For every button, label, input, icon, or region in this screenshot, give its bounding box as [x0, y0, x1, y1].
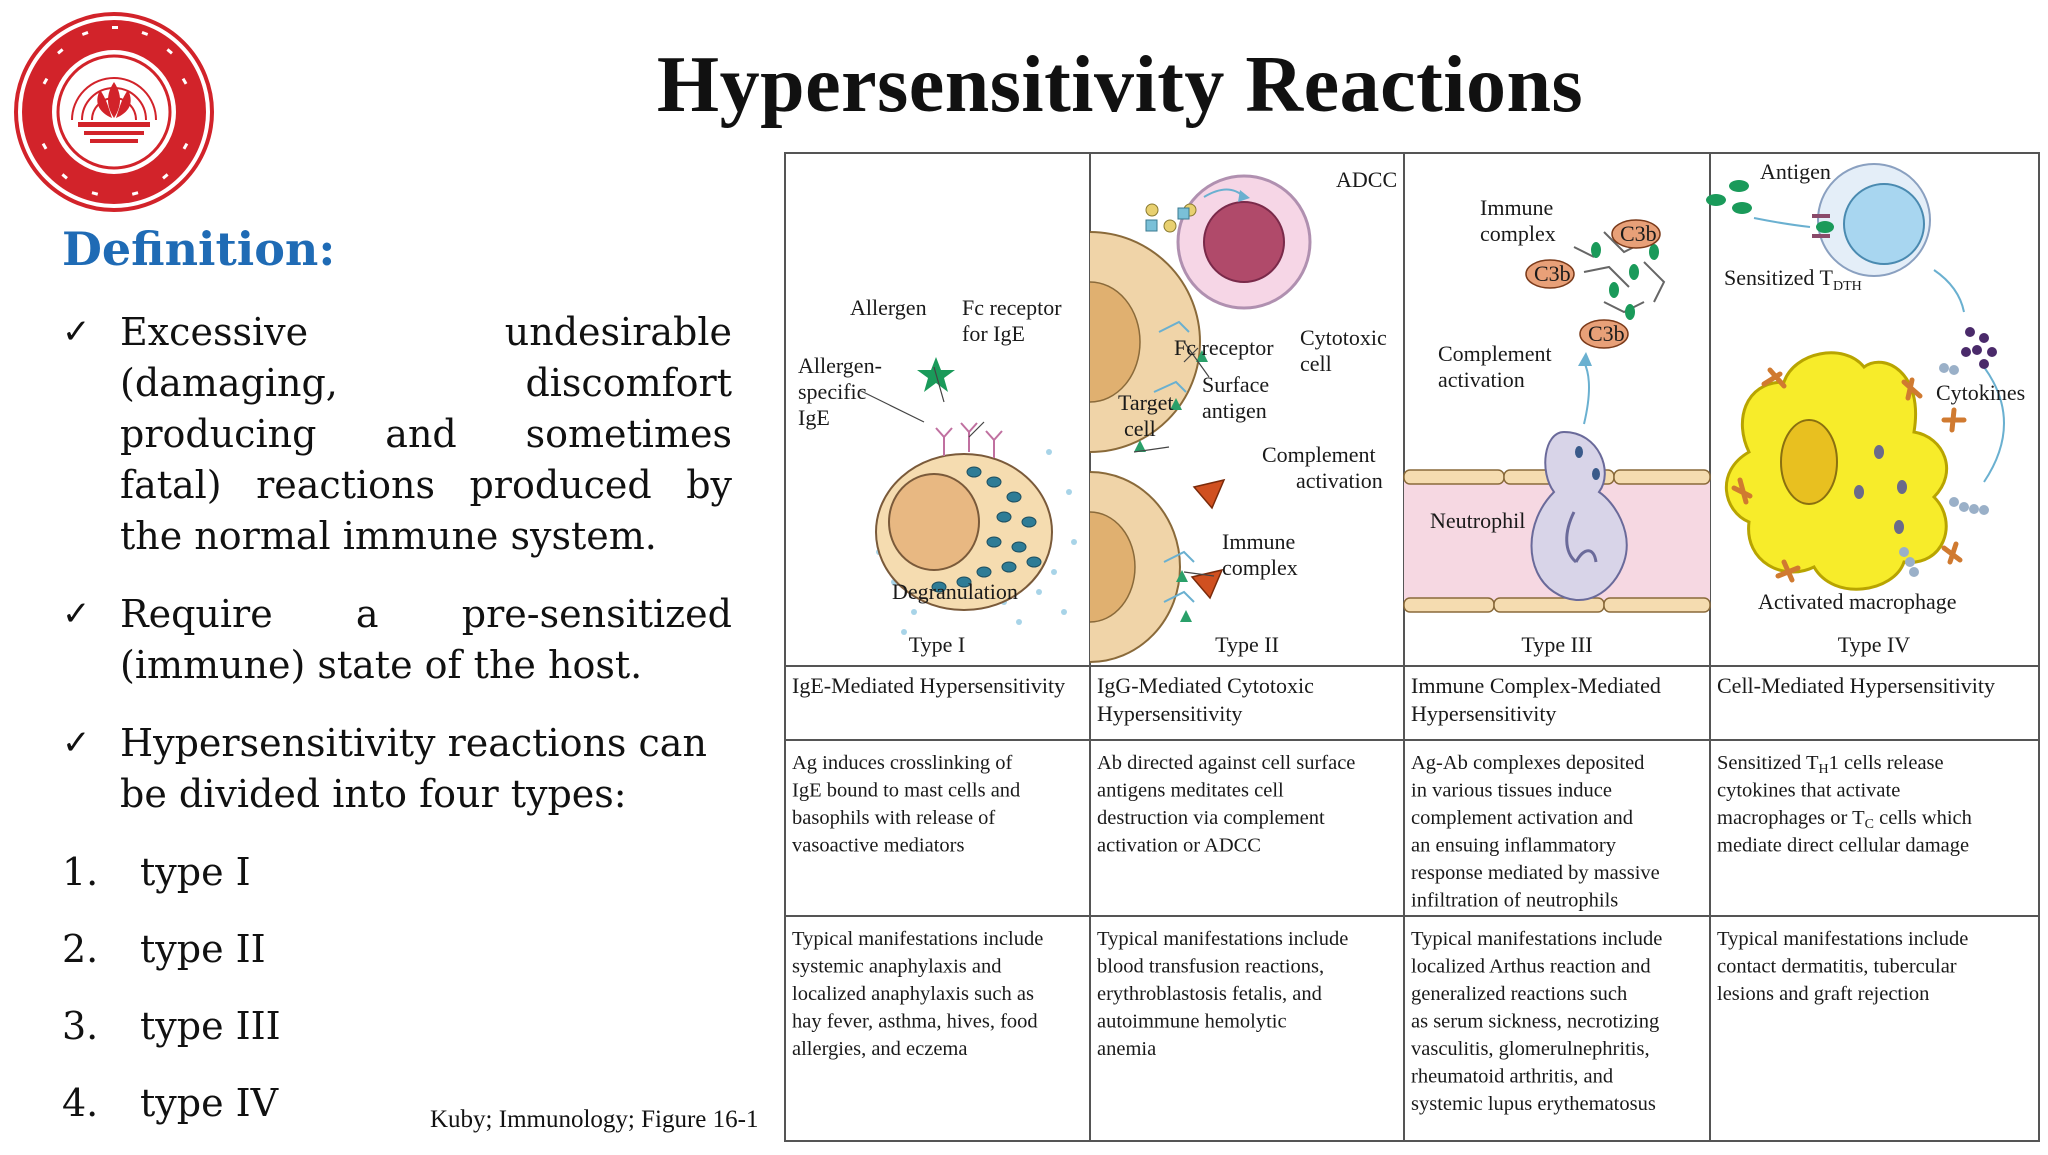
c3b-label: C3b — [1588, 321, 1625, 346]
mechanism-text: antigens meditates cell — [1097, 779, 1284, 802]
label-adcc: ADCC — [1336, 167, 1398, 192]
bullet-text: Hypersensitivity reactions can be divided into four types: — [120, 721, 707, 816]
label-surface-line2: antigen — [1202, 398, 1267, 423]
label-complement-line1: Complement — [1262, 442, 1376, 467]
type-4-illustration — [1706, 159, 2025, 614]
manifestation-text: as serum sickness, necrotizing — [1411, 1010, 1660, 1033]
label-allergen-specific-line1: Allergen- — [798, 353, 882, 378]
slide-title: Hypersensitivity Reactions — [656, 41, 1584, 129]
manifestation-text: localized anaphylaxis such as — [792, 983, 1034, 1005]
label-complement-line2: activation — [1296, 468, 1383, 493]
type-label: Type IV — [1837, 632, 1911, 657]
label-complement-3-line1: Complement — [1438, 341, 1552, 366]
types-list-number: 4. — [62, 1081, 99, 1125]
bullet-item — [62, 718, 732, 820]
mechanism-text: basophils with release of — [792, 807, 996, 829]
manifestation-text: Typical manifestations include — [1097, 928, 1349, 950]
types-list-item — [62, 924, 281, 975]
label-immune-complex-3-line2: complex — [1480, 221, 1556, 246]
figure-citation: Kuby; Immunology; Figure 16-1 — [430, 1106, 759, 1133]
manifestation-text: allergies, and eczema — [792, 1038, 968, 1060]
bullet-text: Require a pre-sensitized (immune) state of the host. — [120, 592, 732, 687]
type-name: IgE-Mediated Hypersensitivity — [792, 673, 1066, 698]
types-list-item — [62, 847, 281, 898]
mechanism-text: macrophages or TC cells which — [1717, 807, 1972, 832]
label-target-line2: cell — [1124, 416, 1156, 441]
figure-table-text — [792, 632, 1995, 1115]
label-immune-complex-line1: Immune — [1222, 529, 1296, 554]
mechanism-text: in various tissues induce — [1411, 779, 1612, 802]
type-name: Cell-Mediated Hypersensitivity — [1717, 673, 1995, 698]
label-allergen: Allergen — [850, 295, 927, 320]
label-allergen-specific-line3: IgE — [798, 405, 830, 430]
bullet-item — [62, 589, 732, 691]
label-allergen-specific-line2: specific — [798, 379, 867, 404]
manifestation-text: hay fever, asthma, hives, food — [792, 1010, 1038, 1033]
manifestation-text: autoimmune hemolytic — [1097, 1010, 1287, 1033]
checkmark-icon: ✓ — [62, 594, 91, 634]
type-label: Type III — [1521, 632, 1593, 657]
manifestation-text: generalized reactions such — [1411, 983, 1628, 1005]
types-list-number: 2. — [62, 927, 99, 971]
hypersensitivity-figure — [784, 152, 2040, 1142]
types-list-label: type II — [140, 927, 266, 971]
type-label: Type I — [908, 632, 966, 657]
label-cytotoxic-line2: cell — [1300, 351, 1332, 376]
label-degranulation: Degranulation — [892, 579, 1018, 604]
label-immune-complex-3-line1: Immune — [1480, 195, 1554, 220]
manifestation-text: blood transfusion reactions, — [1097, 955, 1325, 978]
types-list-label: type III — [140, 1004, 281, 1048]
manifestation-text: systemic lupus erythematosus — [1411, 1093, 1656, 1115]
types-list-item — [62, 1001, 281, 1052]
label-surface-line1: Surface — [1202, 372, 1270, 397]
c3b-label: C3b — [1534, 261, 1571, 286]
manifestation-text: lesions and graft rejection — [1717, 983, 1930, 1005]
types-list-label: type IV — [140, 1081, 279, 1125]
type-1-illustration — [798, 295, 1077, 635]
mechanism-text: destruction via complement — [1097, 807, 1325, 829]
label-target-line1: Target — [1118, 390, 1174, 415]
type-2-illustration — [1090, 167, 1397, 662]
manifestation-text: Typical manifestations include — [1717, 928, 1969, 950]
checkmark-icon: ✓ — [62, 723, 91, 763]
manifestation-text: anemia — [1097, 1038, 1157, 1060]
types-list-number: 3. — [62, 1004, 99, 1048]
mechanism-text: complement activation and — [1411, 807, 1634, 829]
mechanism-text: activation or ADCC — [1097, 834, 1261, 857]
label-fc-receptor-line2: for IgE — [962, 321, 1025, 346]
mechanism-text: Ag-Ab complexes deposited — [1411, 752, 1645, 774]
types-list — [62, 847, 281, 1155]
manifestation-text: Typical manifestations include — [1411, 928, 1663, 950]
manifestation-text: erythroblastosis fetalis, and — [1097, 983, 1322, 1005]
manifestation-text: vasculitis, glomerulnephritis, — [1411, 1038, 1650, 1060]
manifestation-text: contact dermatitis, tubercular — [1717, 955, 1957, 978]
label-cytokines: Cytokines — [1936, 380, 2026, 405]
label-sensitized-tdth: Sensitized $T_{DTH}$ — [1724, 265, 1862, 294]
mechanism-text: infiltration of neutrophils — [1411, 889, 1619, 912]
label-fc-receptor-2: Fc receptor — [1174, 335, 1274, 360]
type-name: IgG-Mediated Cytotoxic — [1097, 673, 1314, 698]
label-cytotoxic-line1: Cytotoxic — [1300, 325, 1387, 350]
label-antigen: Antigen — [1760, 159, 1831, 184]
definition-heading: Definition: — [62, 222, 336, 276]
type-name: Hypersensitivity — [1097, 701, 1243, 726]
university-logo — [12, 10, 217, 215]
mechanism-text: an ensuing inflammatory — [1411, 834, 1616, 857]
types-list-item — [62, 1078, 281, 1129]
mechanism-text: cytokines that activate — [1717, 779, 1901, 802]
bullet-item — [62, 307, 732, 562]
mechanism-text: response mediated by massive — [1411, 862, 1660, 884]
manifestation-text: Typical manifestations include — [792, 928, 1044, 950]
types-list-number: 1. — [62, 850, 99, 894]
mechanism-text: Sensitized TH1 cells release — [1717, 752, 1944, 777]
type-name: Immune Complex-Mediated — [1411, 673, 1661, 698]
bullet-text: Excessive undesirable (damaging, discomfort producing and sometimes fatal) reactions produced by the normal immune system. — [120, 310, 732, 558]
c3b-label: C3b — [1620, 221, 1657, 246]
label-neutrophil: Neutrophil — [1430, 508, 1526, 533]
definition-bullets — [62, 307, 732, 847]
mechanism-text: Ab directed against cell surface — [1097, 752, 1356, 774]
checkmark-icon: ✓ — [62, 312, 91, 352]
label-complement-3-line2: activation — [1438, 367, 1525, 392]
type-3-illustration — [1404, 195, 1710, 612]
type-name: Hypersensitivity — [1411, 701, 1557, 726]
label-activated-macrophage: Activated macrophage — [1758, 589, 1957, 614]
mechanism-text: Ag induces crosslinking of — [792, 752, 1013, 774]
manifestation-text: localized Arthus reaction and — [1411, 955, 1651, 978]
mechanism-text: IgE bound to mast cells and — [792, 779, 1021, 802]
manifestation-text: systemic anaphylaxis and — [792, 955, 1002, 978]
mechanism-text: vasoactive mediators — [792, 834, 965, 857]
label-fc-receptor-line1: Fc receptor — [962, 295, 1062, 320]
type-label: Type II — [1215, 632, 1279, 657]
label-immune-complex-line2: complex — [1222, 555, 1298, 580]
types-list-label: type I — [140, 850, 251, 894]
mechanism-text: mediate direct cellular damage — [1717, 834, 1970, 857]
manifestation-text: rheumatoid arthritis, and — [1411, 1065, 1614, 1088]
